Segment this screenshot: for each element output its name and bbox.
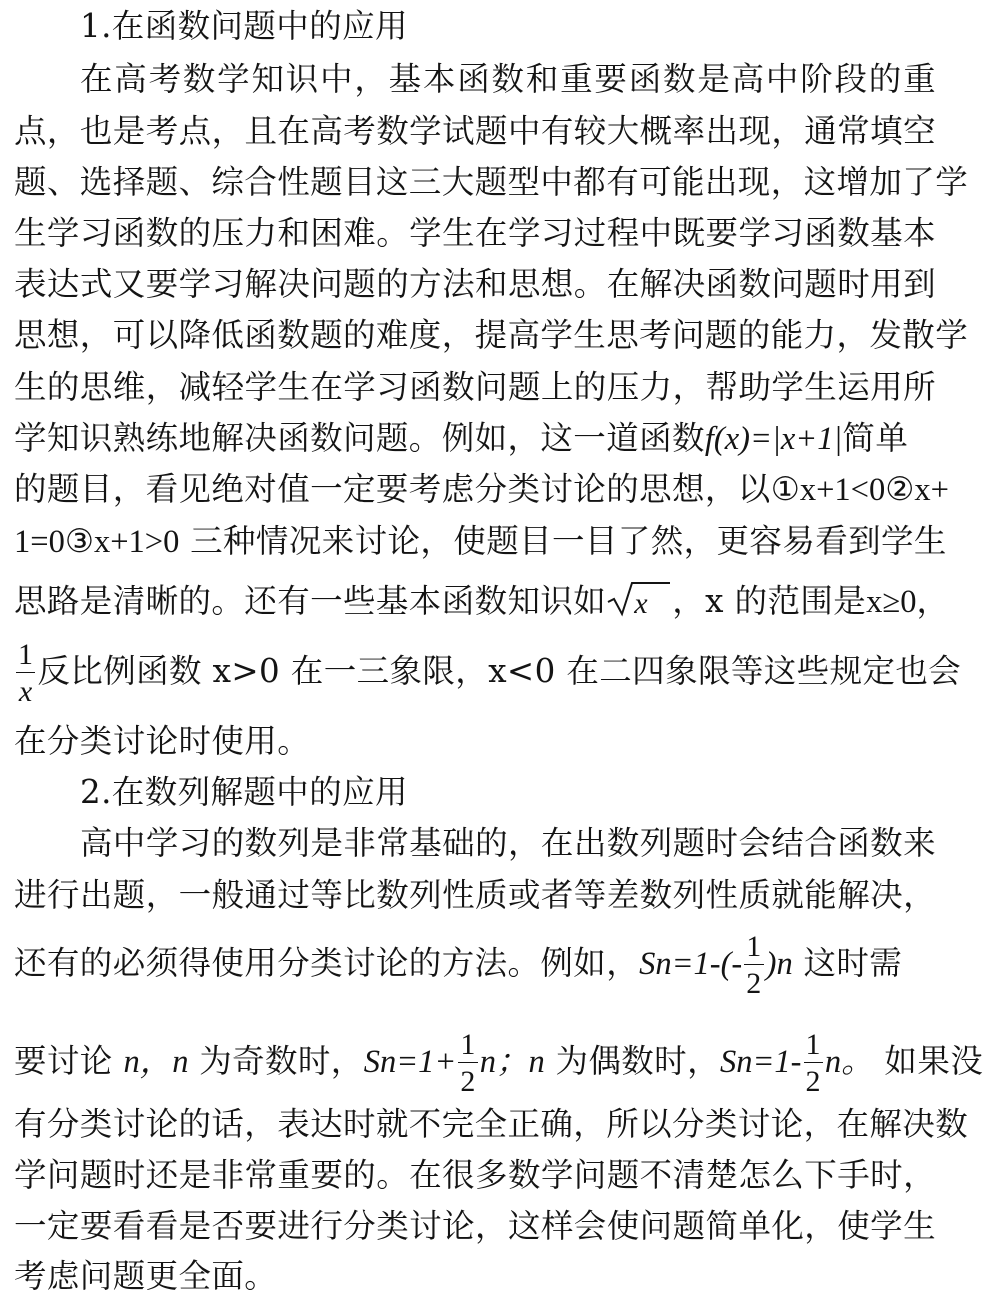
line-11-mid: ，x 的范围是 [672,582,867,620]
case-1: ①x+1<0 [770,472,886,508]
line-4-b: 为奇数时， [199,1042,364,1080]
line-10-text: 三种情况来讨论，使题目一目了然，更容易看到学生 [190,522,947,560]
half-denominator: 2 [805,1065,821,1098]
half-numerator: 1 [805,1028,821,1061]
half-denominator: 2 [460,1065,476,1098]
section-1-line-8 [14,418,908,459]
line-3-text: 还有的必须得使用分类讨论的方法。例如， [14,944,640,982]
range-condition: x≥0， [866,584,950,620]
odd-formula-post: n；n [479,1044,545,1080]
section-2-line-6: 学问题时还是非常重要的。在很多数学问题不清楚怎么下手时， [14,1156,936,1194]
section-1-heading: 1.在函数问题中的应用 [80,7,408,45]
section-1-line-7: 生的思维，减轻学生在学习函数问题上的压力，帮助学生运用所 [14,368,936,406]
section-1-line-9 [14,469,949,510]
section-1-line-2: 点，也是考点，且在高考数学试题中有较大概率出现，通常填空 [14,112,936,150]
fraction-numerator: 1 [18,638,34,671]
line-4-c: 为偶数时， [555,1042,720,1080]
line-11-text: 思路是清晰的。还有一些基本函数知识如 [14,582,607,620]
section-1-line-5: 表达式又要学习解决问题的方法和思想。在解决函数问题时用到 [14,265,936,303]
section-1-line-11 [14,580,949,622]
line-4-n: n，n [123,1044,189,1080]
section-2-line-1: 高中学习的数列是非常基础的，在出数列题时会结合函数来 [80,824,936,862]
line-8-text: 学知识熟练地解决函数问题。例如，这一道函数 [14,419,705,457]
section-2-line-5: 有分类讨论的话，表达时就不完全正确，所以分类讨论，在解决数 [14,1105,969,1143]
sqrt-radicand: x [634,587,648,620]
case-2: ②x+ [885,472,949,508]
section-1-line-1: 在高考数学知识中，基本函数和重要函数是高中阶段的重 [80,60,936,98]
section-2-line-3 [14,932,902,999]
half-numerator: 1 [460,1028,476,1061]
case-2-end: 1=0 [14,524,65,560]
section-2-line-8: 考虑问题更全面。 [14,1257,278,1295]
section-2-heading: 2.在数列解题中的应用 [80,773,408,811]
half-denominator: 2 [746,967,762,1000]
function-formula: f(x)=|x+1| [704,421,843,457]
section-1-line-10 [14,521,947,562]
line-12-text: 反比例函数 x>0 在一三象限，x<0 在二四象限等这些规定也会 [37,652,962,690]
half-numerator: 1 [746,930,762,963]
sn-formula-post: )n [765,946,793,982]
line-8-end: 简单 [842,419,909,457]
section-1-line-12 [14,640,961,707]
fraction-one-half-a [744,932,763,999]
fraction-1-over-x [16,640,35,707]
section-1-line-4: 生学习函数的压力和困难。学生在学习过程中既要学习函数基本 [14,214,936,252]
fraction-denominator: x [18,675,33,708]
sn-formula-pre: Sn=1-(- [639,946,743,982]
section-1-line-6: 思想，可以降低函数题的难度，提高学生思考问题的能力，发散学 [14,316,969,354]
line-4-a: 要讨论 [14,1042,113,1080]
even-formula: Sn=1- [720,1044,802,1080]
fraction-one-half-b [458,1030,477,1097]
sqrt-expression [606,580,672,618]
even-formula-post: n。 [824,1044,874,1080]
section-2-line-7: 一定要看看是否要进行分类讨论，这样会使问题简单化，使学生 [14,1207,936,1245]
line-3-end: 这时需 [803,944,903,982]
line-9-text: 的题目，看见绝对值一定要考虑分类讨论的思想，以 [14,470,771,508]
section-2-line-4 [14,1030,983,1097]
section-1-line-3: 题、选择题、综合性题目这三大题型中都有可能出现，这增加了学 [14,163,969,201]
fraction-one-half-c [804,1030,823,1097]
section-2-line-2: 进行出题，一般通过等比数列性质或者等差数列性质就能解决， [14,876,936,914]
case-3: ③x+1>0 [64,524,180,560]
odd-formula: Sn=1+ [363,1044,457,1080]
section-1-line-13: 在分类讨论时使用。 [14,722,311,760]
line-4-d: 如果没 [884,1042,983,1080]
